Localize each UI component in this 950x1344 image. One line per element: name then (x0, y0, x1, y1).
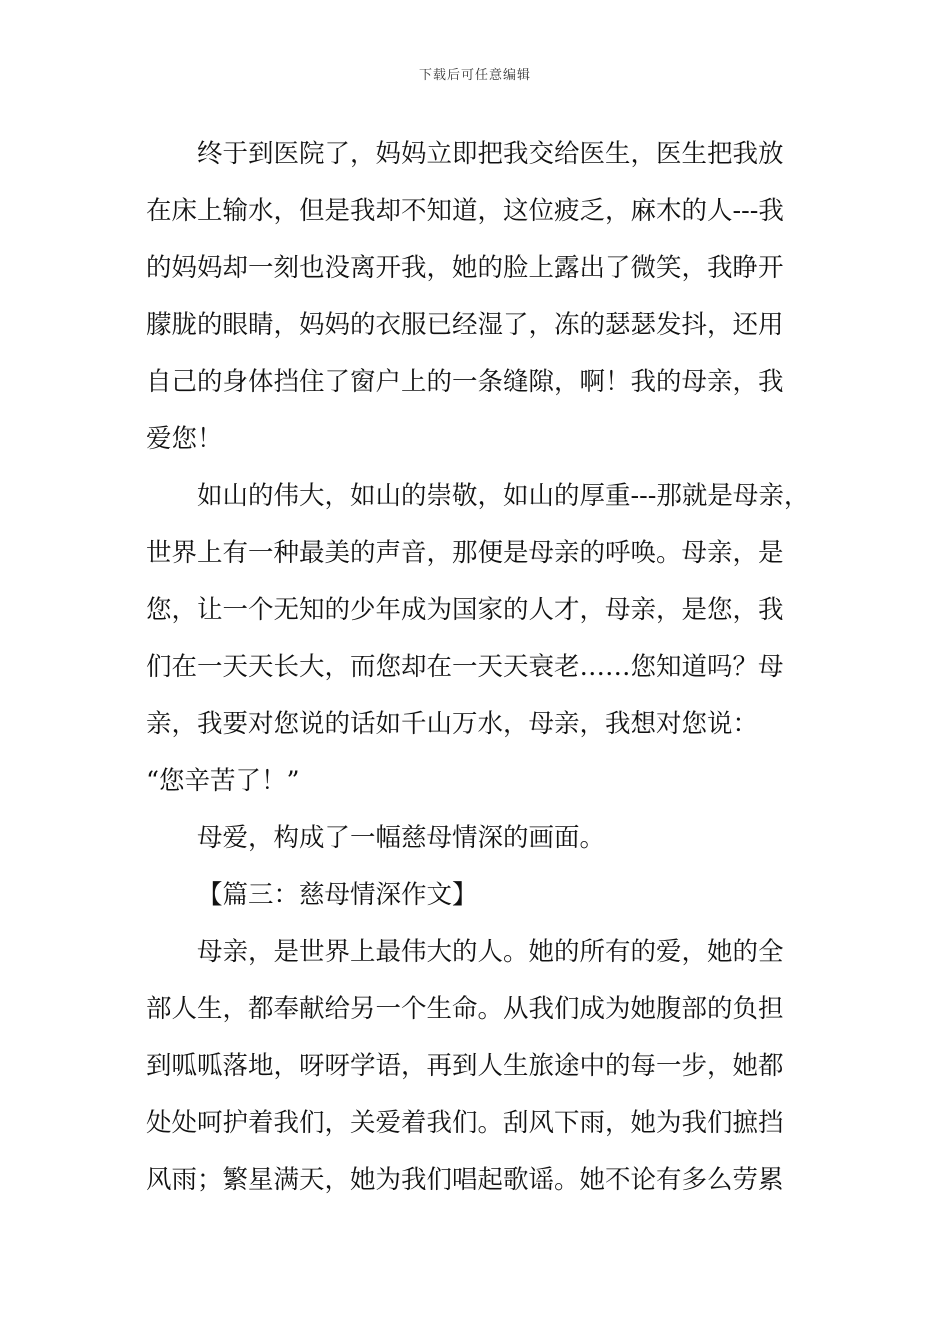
text-line: 自己的身体挡住了窗户上的一条缝隙，啊！我的母亲，我 (146, 367, 784, 397)
document-body (146, 126, 810, 1209)
paragraph-2 (146, 468, 810, 810)
text-line: 的妈妈却一刻也没离开我，她的脸上露出了微笑，我睁开 (146, 253, 784, 283)
paragraph-1 (146, 126, 810, 468)
text-line: 母亲，是世界上最伟大的人。她的所有的爱，她的全 (197, 937, 784, 967)
text-line: 世界上有一种最美的声音，那便是母亲的呼唤。母亲，是 (146, 538, 784, 568)
text-line: 亲，我要对您说的话如千山万水，母亲，我想对您说： (146, 709, 759, 739)
text-line: 如山的伟大，如山的崇敬，如山的厚重---那就是母亲， (197, 481, 810, 511)
text-line: 们在一天天长大，而您却在一天天衰老……您知道吗？母 (146, 652, 784, 682)
page-header: 下载后可任意编辑 (418, 68, 531, 83)
text-line: 朦胧的眼睛，妈妈的衣服已经湿了，冻的瑟瑟发抖，还用 (146, 310, 784, 340)
text-line: 风雨；繁星满天，她为我们唱起歌谣。她不论有多么劳累 (146, 1165, 784, 1195)
paragraph-4 (146, 924, 810, 1209)
text-line: 在床上输水，但是我却不知道，这位疲乏，麻木的人---我 (146, 196, 784, 226)
text-line: 部人生，都奉献给另一个生命。从我们成为她腹部的负担 (146, 994, 784, 1024)
text-line: 处处呵护着我们，关爱着我们。刮风下雨，她为我们摭挡 (146, 1108, 784, 1138)
text-line: 爱您！ (146, 424, 223, 454)
text-line: “您辛苦了！” (146, 766, 300, 796)
section-heading: 【篇三：慈母情深作文】 (197, 880, 478, 910)
text-line: 到呱呱落地，呀呀学语，再到人生旅途中的每一步，她都 (146, 1051, 784, 1081)
text-line: 母爱，构成了一幅慈母情深的画面。 (197, 823, 606, 853)
section-title (146, 867, 810, 924)
text-line: 您，让一个无知的少年成为国家的人才，母亲，是您，我 (146, 595, 784, 625)
text-line: 终于到医院了，妈妈立即把我交给医生，医生把我放 (197, 139, 784, 169)
paragraph-3 (146, 810, 810, 867)
